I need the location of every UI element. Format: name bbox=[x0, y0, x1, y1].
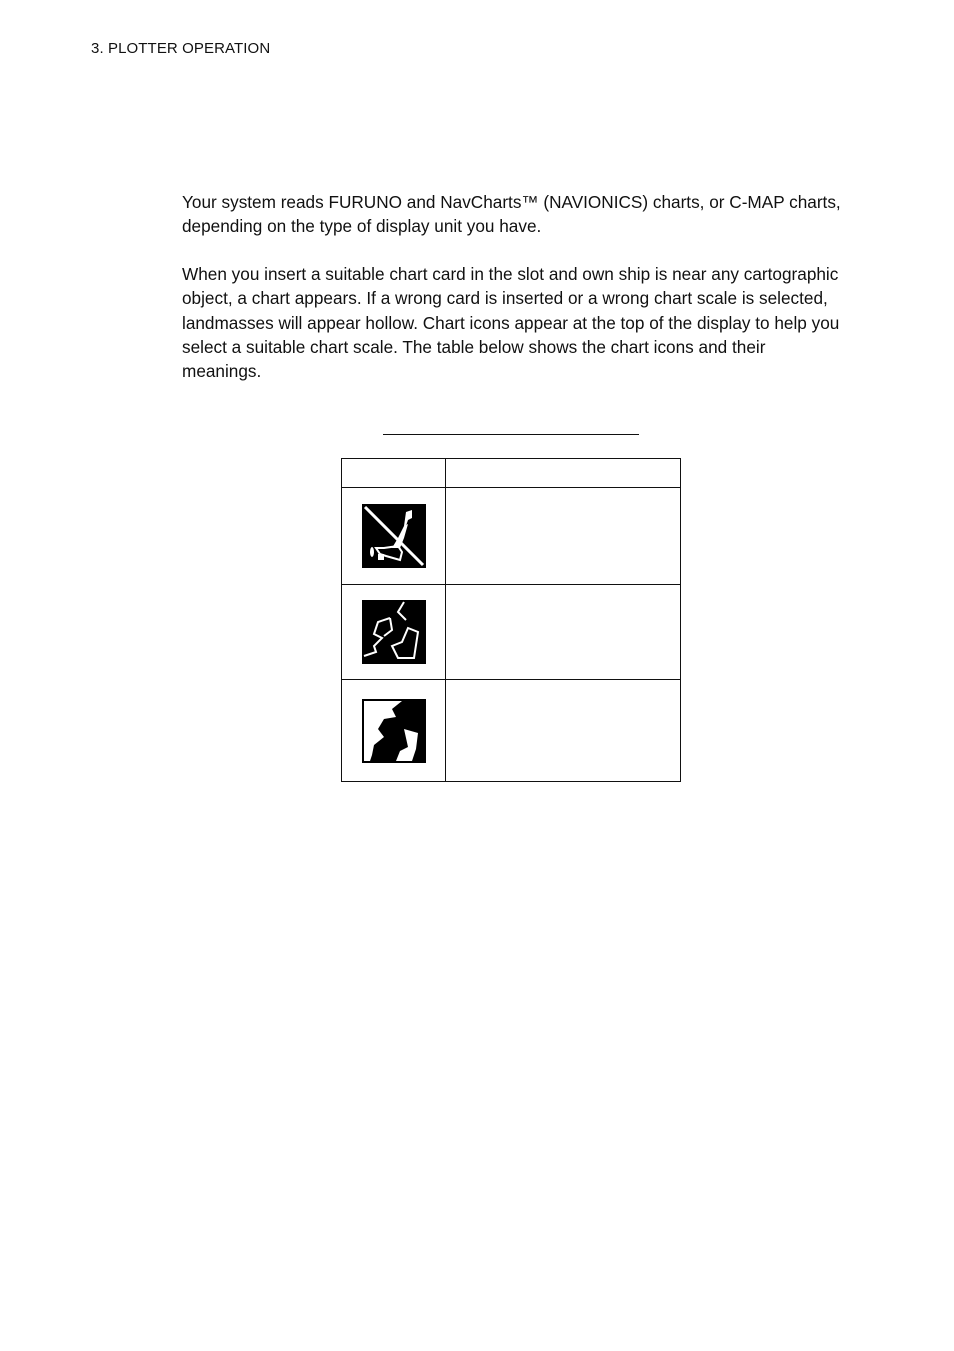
hollow-landmass-chart-icon bbox=[362, 600, 426, 664]
intro-paragraph: Your system reads FURUNO and NavCharts™ (NAVIONICS) charts, or C-MAP charts, depending on the type of display unit you have. bbox=[182, 192, 841, 237]
table-row bbox=[342, 488, 445, 584]
table-cell-meaning bbox=[446, 680, 680, 781]
table-row bbox=[342, 680, 445, 781]
table-cell-meaning bbox=[446, 488, 680, 584]
no-chart-icon bbox=[362, 504, 426, 568]
chart-card-paragraph: When you insert a suitable chart card in the slot and own ship is near any cartographic object, a chart appears. If a wrong card is inserted or a wrong chart scale is selected, landmasses will appear hollow. Chart icons appear at the top of the display to help you select a suitable chart scale. The table below shows the chart icons and their meanings. bbox=[182, 264, 840, 382]
running-header: 3. PLOTTER OPERATION bbox=[91, 40, 271, 57]
solid-landmass-chart-icon bbox=[362, 699, 426, 763]
table-cell-meaning bbox=[446, 585, 680, 679]
table-caption-underline bbox=[383, 434, 639, 435]
chart-icon-table bbox=[341, 458, 681, 782]
table-row bbox=[342, 585, 445, 679]
